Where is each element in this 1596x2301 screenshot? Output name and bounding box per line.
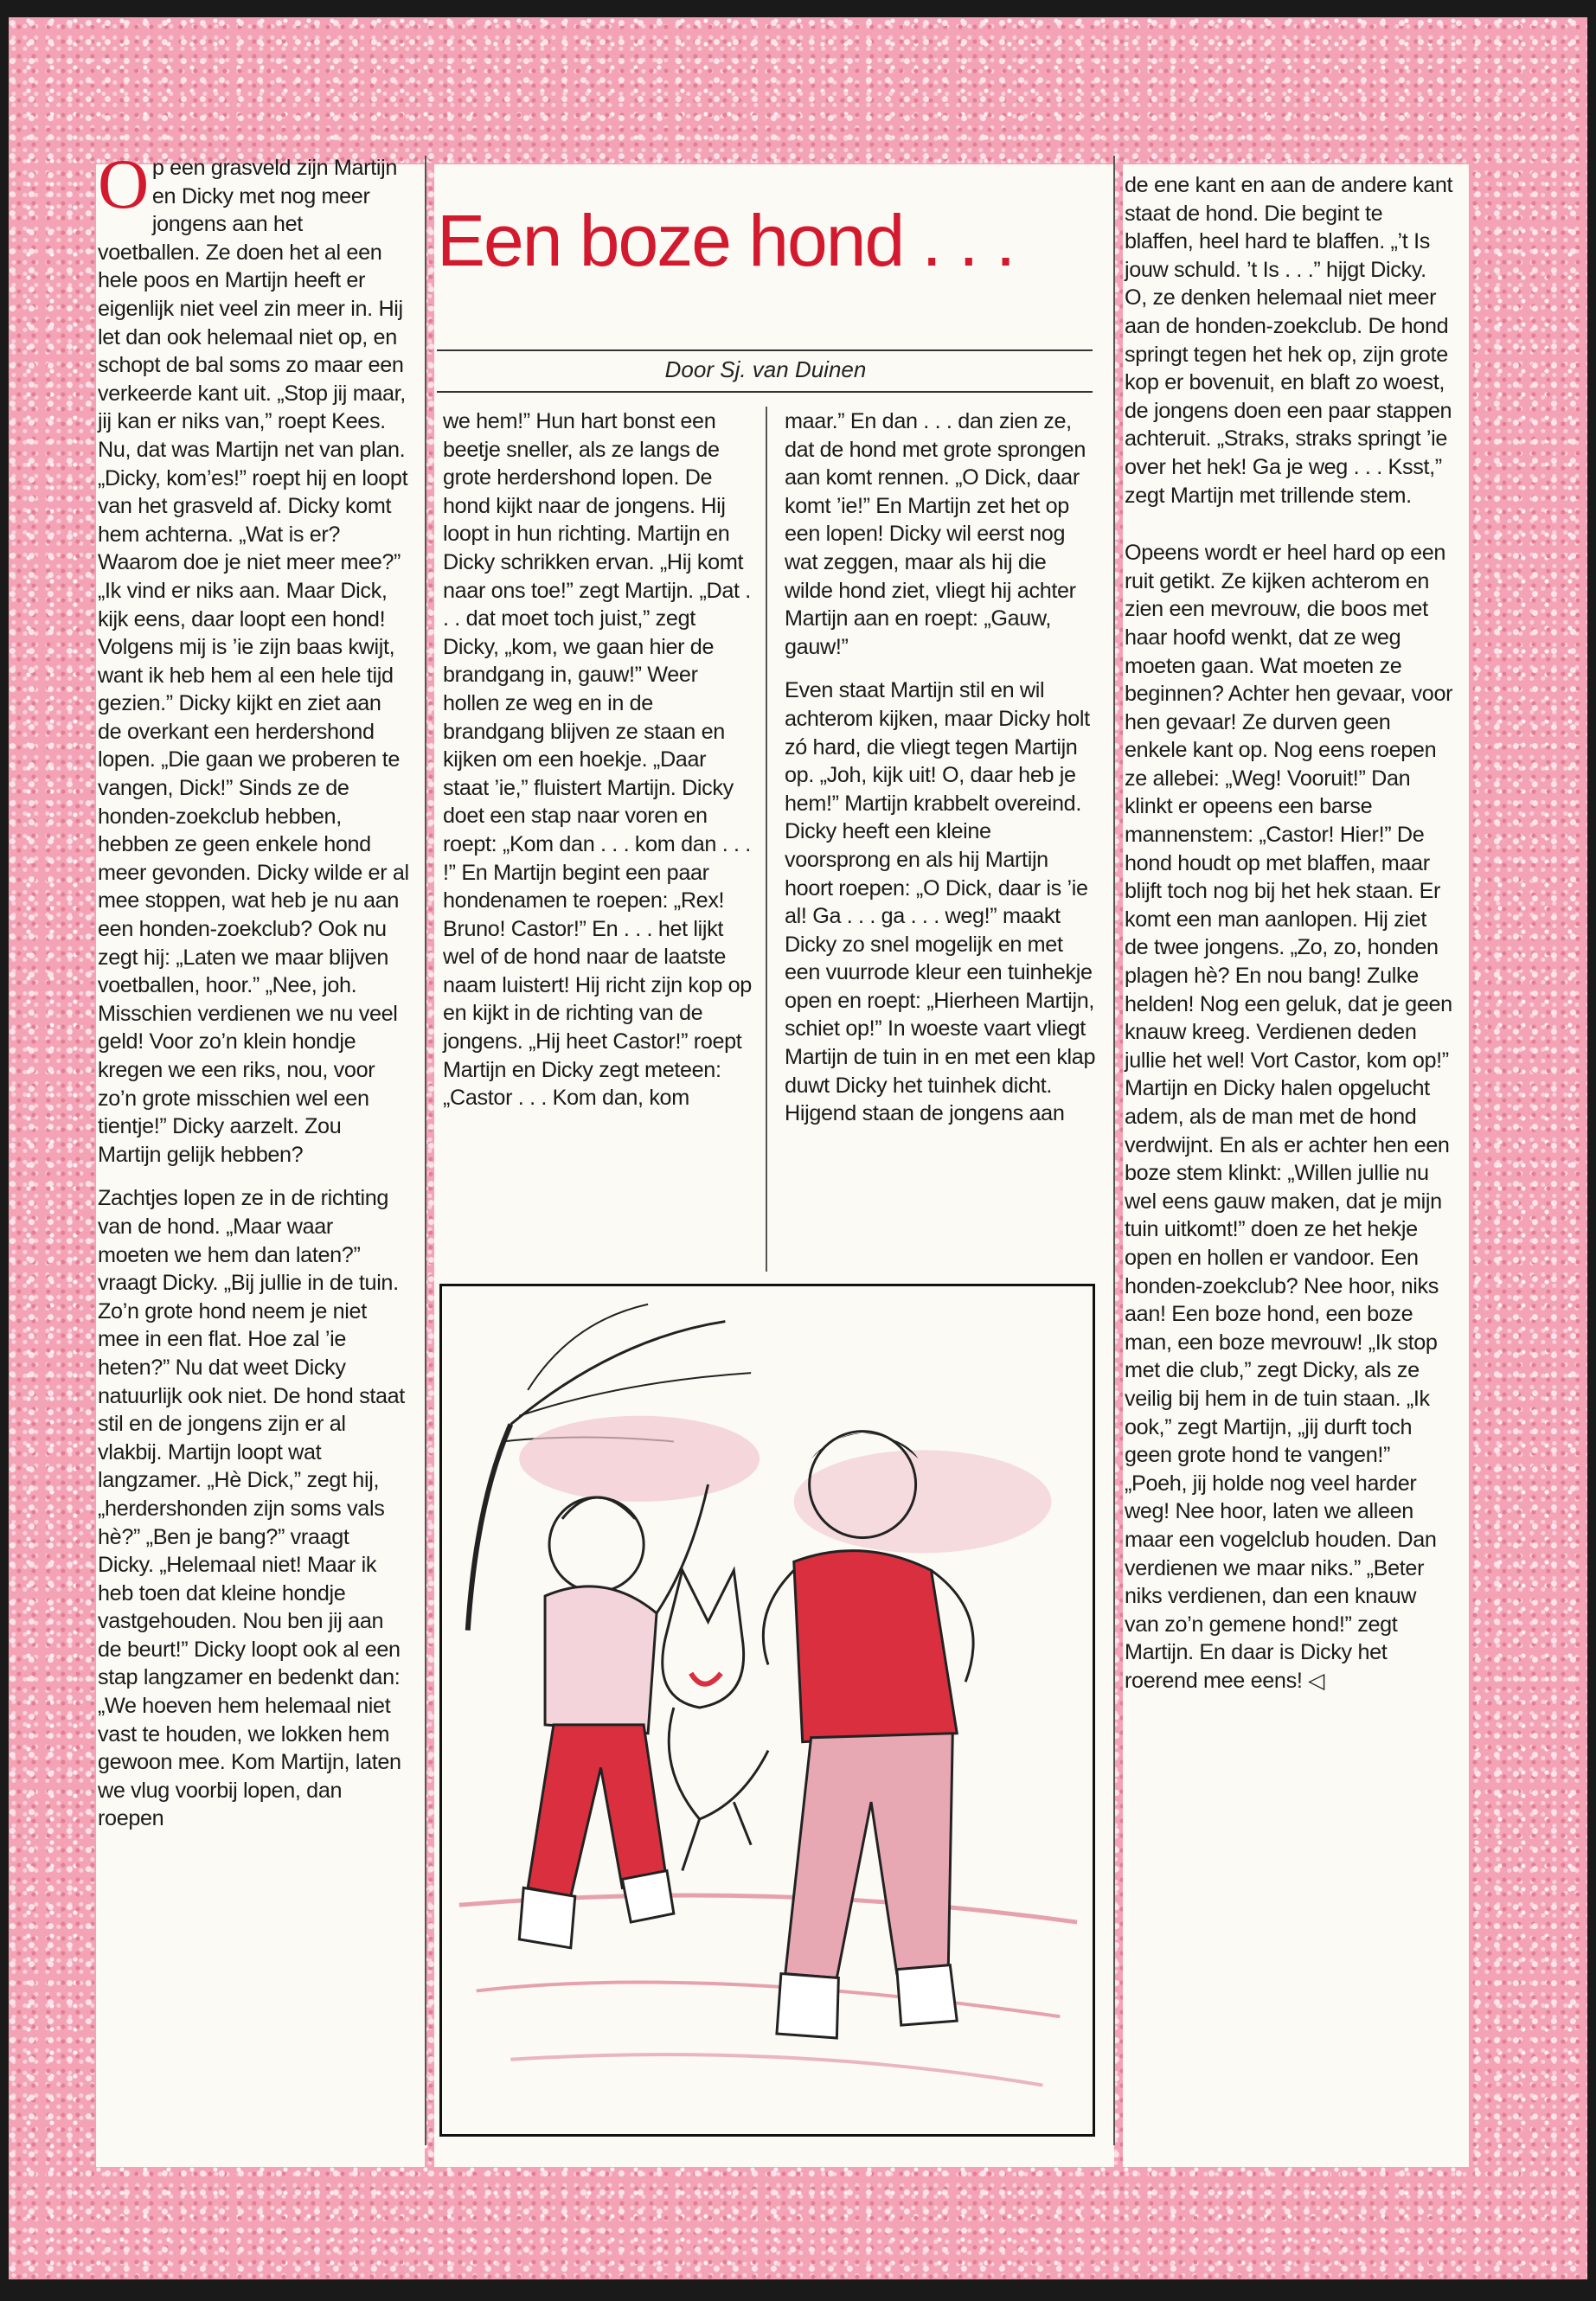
- paragraph: we hem!” Hun hart bonst een beetje sneller, als ze langs de grote herdershond lopen. De hond kijkt naar de jongens. Hij loopt in hun richting. Martijn en Dicky schrikken ervan. „Hij komt naar ons toe!” zegt Martijn. „Dat . . . dat moet toch juist,” zegt Dicky, „kom, we gaan hier de brandgang in, gauw!” Weer hollen ze weg en in de brandgang blijven ze staan en kijken om een hoekje. „Daar staat ’ie,” fluistert Martijn. Dicky doet een stap naar voren en roept: „Kom dan . . . kom dan . . . !” En Martijn begint een paar hondenamen te roepen: „Rex! Bruno! Castor!” En . . . het lijkt wel of de hond naar de laatste naam luistert! Hij richt zijn kop op en kijkt in de richting van de jongens. „Hij heet Castor!” roept Martijn en Dicky zegt meteen: „Castor . . . Kom dan, kom: [443, 409, 752, 1111]
- drop-cap: O: [98, 144, 149, 223]
- column-3: [785, 407, 1096, 1128]
- column-1: [98, 144, 409, 1833]
- column-4: [1125, 171, 1453, 1695]
- paragraph: Op een grasveld zijn Martijn en Dicky met nog meer jongens aan het voetballen. Ze doen het al een hele poos en Martijn heeft er eigenlijk niet veel zin meer in. Hij let dan ook helemaal niet op, en schopt de bal soms zo maar een verkeerde kant uit. „Stop jij maar, jij kan er niks van,” roept Kees. Nu, dat was Martijn net van plan. „Dicky, kom’es!” roept hij en loopt van het grasveld af. Dicky komt hem achterna. „Wat is er? Waarom doe je niet meer mee?” „Ik vind er niks aan. Maar Dick, kijk eens, daar loopt een hond! Volgens mij is ’ie zijn baas kwijt, want ik heb hem al een hele tijd gezien.” Dicky kijkt en ziet aan de overkant een herdershond lopen. „Die gaan we proberen te vangen, Dick!” Sinds ze de honden-zoekclub hebben, hebben ze geen enkele hond meer gevonden. Dicky wilde er al mee stoppen, wat heb je nu aan een honden-zoekclub? Ook nu zegt hij: „Laten we maar blijven voetballen, hoor.” „Nee, joh. Misschien verdienen we nu veel geld! Voor zo’n klein hondje kregen we een riks, nou, voor zo’n grote misschien wel een tientje!” Dicky aarzelt. Zou Martijn gelijk hebben?: [98, 144, 409, 1167]
- paragraph: de ene kant en aan de andere kant staat de hond. Die begint te blaffen, heel hard te blaffen. „’t Is jouw schuld. ’t Is . . .” hijgt Dicky. O, ze denken helemaal niet meer aan de honden-zoekclub. De hond springt tegen het hek op, zijn grote kop er bovenuit, en blaft zo woest, de jongens doen een paar stappen achteruit. „Straks, straks springt ’ie over het hek! Ga je weg . . . Ksst,” zegt Martijn met trillende stem.: [1125, 173, 1453, 508]
- article-byline: Door Sj. van Duinen: [664, 356, 867, 382]
- article-title: Een boze hond . . .: [437, 200, 1015, 281]
- paragraph: Opeens wordt er heel hard op een ruit getikt. Ze kijken achterom en zien een mevrouw, die boos met haar hoofd wenkt, dat ze weg moeten gaan. Wat moeten ze beginnen? Achter hen gevaar, voor hen gevaar! Ze durven geen enkele kant op. Nog eens roepen ze allebei: „Weg! Vooruit!” Dan klinkt er opeens een barse mannenstem: „Castor! Hier!” De hond houdt op met blaffen, maar blijft toch nog bij het hek staan. Er komt een man aanlopen. Hij ziet de twee jongens. „Zo, zo, honden plagen hè? En nou bang! Zulke helden! Nog een geluk, dat je geen knauw kreeg. Verdienen deden jullie het wel! Vort Castor, kom op!” Martijn en Dicky halen opgelucht adem, als de man met de hond verdwijnt. En als er achter hen een boze stem klinkt: „Willen jullie nu wel eens gauw maken, dat je mijn tuin uitkomt!” doen ze het hekje open en hollen er vandoor. Een honden-zoekclub? Nee hoor, niks aan! Een boze hond, een boze man, een boze mevrouw! „Ik stop met die club,” zegt Dicky, als ze veilig bij hem in de tuin staan. „Ik ook,” zegt Martijn, „jij durft toch geen grote hond te vangen!” „Poeh, jij holde nog veel harder weg! Nee hoor, laten we alleen maar een vogelclub houden. Dan verdienen we maar niks.” „Beter niks verdienen, dan een knauw van zo’n gemene hond!” zegt Martijn. En daar is Dicky het roerend mee eens! ◁: [1125, 541, 1453, 1693]
- column-divider-3: [1113, 156, 1115, 2145]
- column-divider-1: [425, 156, 426, 2145]
- title-rule-top: [437, 349, 1093, 351]
- paragraph: Zachtjes lopen ze in de richting van de hond. „Maar waar moeten we hem dan laten?” vraagt Dicky. „Bij jullie in de tuin. Zo’n grote hond neem je niet mee in een flat. Hoe zal ’ie heten?” Nu dat weet Dicky natuurlijk ook niet. De hond staat stil en de jongens zijn er al vlakbij. Martijn loopt wat langzamer. „Hè Dick,” zegt hij, „herdershonden zijn soms vals hè?” „Ben je bang?” vraagt Dicky. „Helemaal niet! Maar ik heb toen dat kleine hondje vastgehouden. Nou ben jij aan de beurt!” Dicky loopt ook al een stap langzamer en bedenkt dan: „We hoeven hem helemaal niet vast te houden, we lokken hem gewoon mee. Kom Martijn, laten we vlug voorbij lopen, dan roepen: [98, 1186, 405, 1831]
- byline-rule: [437, 391, 1093, 393]
- paragraph: maar.” En dan . . . dan zien ze, dat de hond met grote sprongen aan komt rennen. „O Dick, daar komt ’ie!” En Martijn zet het op een lopen! Dicky wil eerst nog wat zeggen, maar als hij die wilde hond ziet, vliegt hij achter Martijn aan en roept: „Gauw, gauw!”: [785, 409, 1086, 659]
- paragraph: Even staat Martijn stil en wil achterom kijken, maar Dicky holt zó hard, die vliegt tegen Martijn op. „Joh, kijk uit! O, daar heb je hem!” Martijn krabbelt overeind. Dicky heeft een kleine voorsprong en als hij Martijn hoort roepen: „O Dick, daar is ’ie al! Ga . . . ga . . . weg!” maakt Dicky zo snel mogelijk en met een vuurrode kleur een tuinhekje open en roept: „Hierheen Martijn, schiet op!” In woeste vaart vliegt Martijn de tuin in en met een klap duwt Dicky het tuinhek dicht. Hijgend staan de jongens aan: [785, 678, 1096, 1126]
- column-divider-2: [766, 407, 767, 1272]
- column-2: [443, 407, 754, 1112]
- illustration-drawing: [442, 1286, 1093, 2134]
- story-illustration: [439, 1284, 1095, 2137]
